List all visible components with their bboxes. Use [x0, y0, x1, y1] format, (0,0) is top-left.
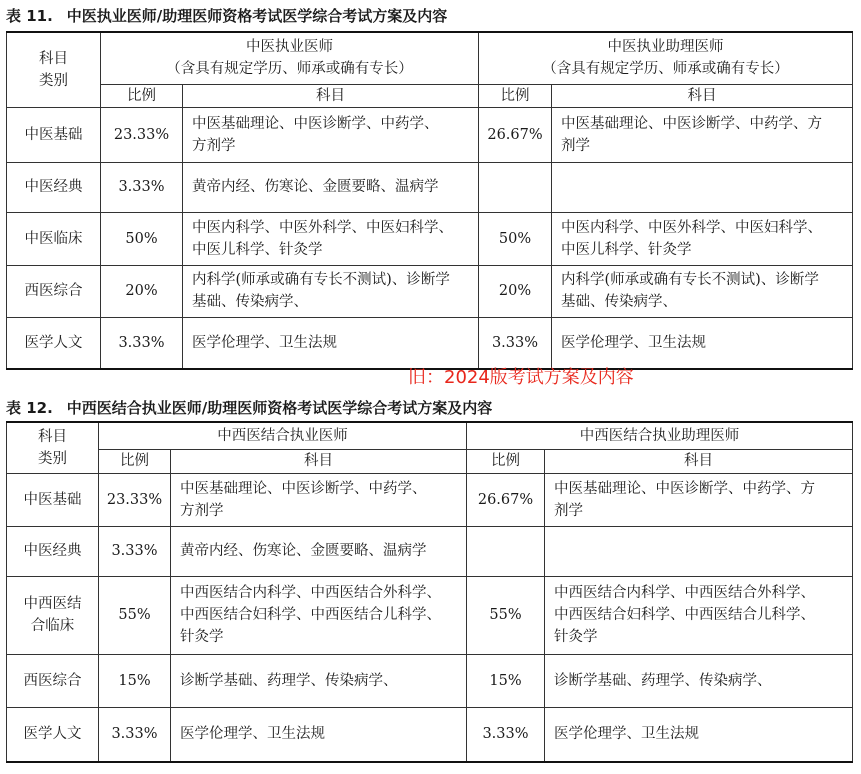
table-row	[7, 576, 853, 654]
subjects-cell	[545, 526, 853, 576]
subjects-cell: 内科学(师承或确有专长不测试)、诊断学 基础、传染病学、	[183, 265, 479, 317]
ratio-cell: 26.67%	[479, 107, 552, 162]
table-header-row	[7, 32, 853, 84]
ratio-cell: 3.33%	[479, 317, 552, 369]
table-11-caption	[6, 7, 447, 25]
subjects-cell: 医学伦理学、卫生法规	[183, 317, 479, 369]
old-version-note: 旧：2024版考试方案及内容	[408, 367, 634, 388]
subjects-cell: 医学伦理学、卫生法规	[545, 707, 853, 762]
ratio-cell: 50%	[101, 212, 183, 265]
table-row	[7, 265, 853, 317]
ratio-cell: 26.67%	[467, 473, 545, 526]
table-row	[7, 162, 853, 212]
table-row	[7, 473, 853, 526]
column-header-ratio: 比例	[479, 84, 552, 107]
ratio-cell: 55%	[99, 576, 171, 654]
subjects-cell: 医学伦理学、卫生法规	[171, 707, 467, 762]
ratio-cell: 3.33%	[101, 162, 183, 212]
subjects-cell: 中医基础理论、中医诊断学、中药学、 方剂学	[171, 473, 467, 526]
subjects-cell: 黄帝内经、伤寒论、金匮要略、温病学	[183, 162, 479, 212]
column-header-subject: 科目	[552, 84, 853, 107]
subjects-cell: 中医基础理论、中医诊断学、中药学、方 剂学	[545, 473, 853, 526]
group-header-assistant: 中医执业助理医师 （含具有规定学历、师承或确有专长）	[479, 32, 853, 84]
table-row	[7, 654, 853, 707]
subjects-cell: 黄帝内经、伤寒论、金匮要略、温病学	[171, 526, 467, 576]
ratio-cell: 50%	[479, 212, 552, 265]
table-12-caption	[6, 399, 492, 417]
subjects-cell: 中医基础理论、中医诊断学、中药学、方 剂学	[552, 107, 853, 162]
subjects-cell: 中医内科学、中医外科学、中医妇科学、 中医儿科学、针灸学	[183, 212, 479, 265]
table-subheader-row	[7, 84, 853, 107]
ratio-cell: 3.33%	[101, 317, 183, 369]
ratio-cell: 20%	[101, 265, 183, 317]
category-cell: 中医经典	[7, 162, 101, 212]
corner-header: 科目 类别	[7, 422, 99, 473]
corner-header: 科目 类别	[7, 32, 101, 107]
table-12-title: 中西医结合执业医师/助理医师资格考试医学综合考试方案及内容	[66, 399, 493, 417]
table-row	[7, 526, 853, 576]
group-header-practitioner: 中医执业医师 （含具有规定学历、师承或确有专长）	[101, 32, 479, 84]
table-row	[7, 107, 853, 162]
ratio-cell: 55%	[467, 576, 545, 654]
column-header-subject: 科目	[183, 84, 479, 107]
ratio-cell: 20%	[479, 265, 552, 317]
subjects-cell: 中医基础理论、中医诊断学、中药学、 方剂学	[183, 107, 479, 162]
column-header-subject: 科目	[545, 449, 853, 473]
subjects-cell: 中西医结合内科学、中西医结合外科学、 中西医结合妇科学、中西医结合儿科学、 针灸学	[171, 576, 467, 654]
column-header-subject: 科目	[171, 449, 467, 473]
table-12	[6, 421, 853, 763]
table-11-title: 中医执业医师/助理医师资格考试医学综合考试方案及内容	[66, 7, 448, 25]
category-cell: 中医基础	[7, 107, 101, 162]
subjects-cell: 内科学(师承或确有专长不测试)、诊断学 基础、传染病学、	[552, 265, 853, 317]
category-cell: 西医综合	[7, 265, 101, 317]
column-header-ratio: 比例	[467, 449, 545, 473]
group-header-practitioner: 中西医结合执业医师	[99, 422, 467, 449]
ratio-cell: 3.33%	[467, 707, 545, 762]
column-header-ratio: 比例	[99, 449, 171, 473]
ratio-cell: 3.33%	[99, 526, 171, 576]
table-row	[7, 707, 853, 762]
table-12-number: 表 12.	[6, 399, 53, 417]
category-cell: 中西医结 合临床	[7, 576, 99, 654]
table-11-number: 表 11.	[6, 7, 53, 25]
subjects-cell	[552, 162, 853, 212]
ratio-cell	[479, 162, 552, 212]
table-subheader-row	[7, 449, 853, 473]
table-header-row	[7, 422, 853, 449]
subjects-cell: 诊断学基础、药理学、传染病学、	[545, 654, 853, 707]
subjects-cell: 诊断学基础、药理学、传染病学、	[171, 654, 467, 707]
ratio-cell: 23.33%	[99, 473, 171, 526]
category-cell: 中医临床	[7, 212, 101, 265]
category-cell: 医学人文	[7, 317, 101, 369]
table-row	[7, 317, 853, 369]
ratio-cell	[467, 526, 545, 576]
ratio-cell: 3.33%	[99, 707, 171, 762]
ratio-cell: 15%	[99, 654, 171, 707]
category-cell: 医学人文	[7, 707, 99, 762]
category-cell: 中医经典	[7, 526, 99, 576]
subjects-cell: 中医内科学、中医外科学、中医妇科学、 中医儿科学、针灸学	[552, 212, 853, 265]
table-row	[7, 212, 853, 265]
subjects-cell: 医学伦理学、卫生法规	[552, 317, 853, 369]
ratio-cell: 15%	[467, 654, 545, 707]
table-11	[6, 31, 853, 370]
category-cell: 西医综合	[7, 654, 99, 707]
column-header-ratio: 比例	[101, 84, 183, 107]
ratio-cell: 23.33%	[101, 107, 183, 162]
subjects-cell: 中西医结合内科学、中西医结合外科学、 中西医结合妇科学、中西医结合儿科学、 针灸学	[545, 576, 853, 654]
category-cell: 中医基础	[7, 473, 99, 526]
group-header-assistant: 中西医结合执业助理医师	[467, 422, 853, 449]
